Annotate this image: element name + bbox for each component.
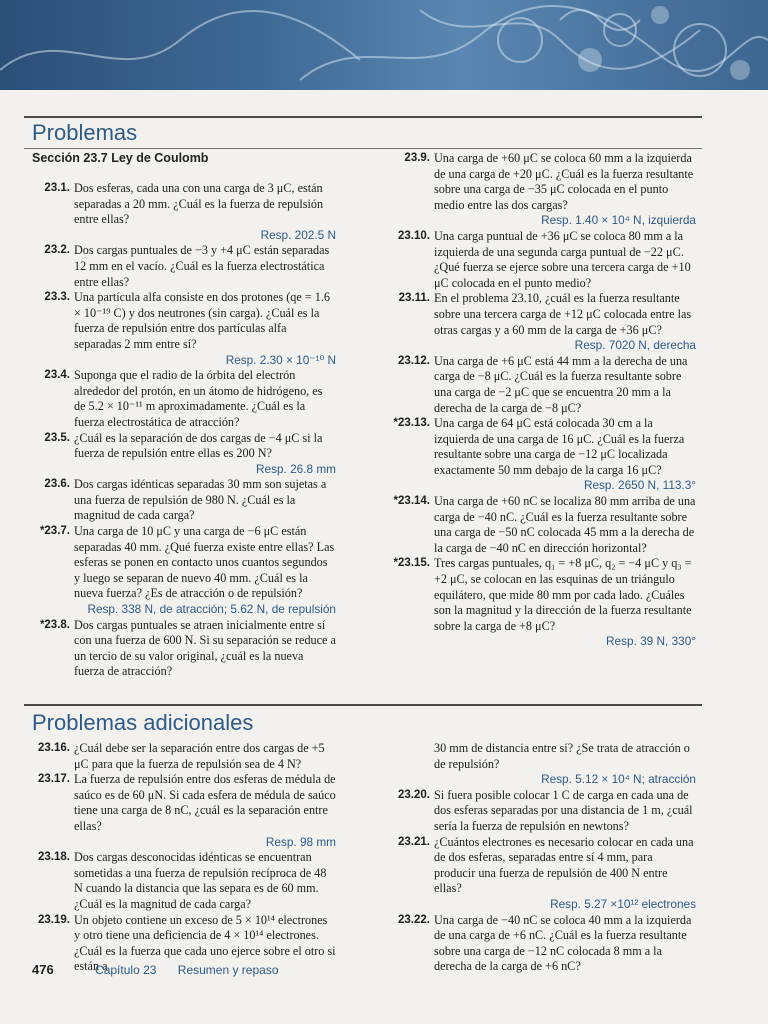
answer-text: Resp. 1.40 × 10⁴ N, izquierda bbox=[541, 213, 696, 228]
problem-number: 23.10. bbox=[398, 229, 430, 242]
section-label: Resumen y repaso bbox=[177, 963, 279, 977]
chapter-label: Capítulo 23 bbox=[95, 963, 157, 977]
problem-item bbox=[24, 181, 336, 243]
title-underline bbox=[24, 148, 702, 149]
problem-number: 23.5. bbox=[44, 431, 70, 444]
problem-number: *23.8. bbox=[39, 618, 70, 631]
problem-item bbox=[24, 477, 336, 524]
problem-text: Una carga de 64 μC está colocada 30 cm a la izquierda de una carga de 16 μC. ¿Cuál es la fuerza resultante sobre una carga de −12 μC localizada exactamente 50 mm debajo de la carga 16 μC? bbox=[434, 416, 685, 477]
problem-item bbox=[24, 431, 336, 478]
problem-item bbox=[24, 618, 336, 680]
additional-column-right bbox=[384, 741, 696, 975]
problem-text: Tres cargas puntuales, q₁ = +8 μC, q₂ = −4 μC y q₃ = +2 μC, se colocan en las esquinas de un triángulo equilátero, que mide 80 mm por cada lado. ¿Cuáles son la magnitud y la dirección de la fuerza resultante sobre la carga de +8 μC? bbox=[434, 556, 692, 633]
problem-item bbox=[384, 229, 696, 291]
problem-item bbox=[24, 368, 336, 430]
problem-text: Dos cargas puntuales de −3 y +4 μC están separadas 12 mm en el vacío. ¿Cuál es la fuerza electrostática entre ellas? bbox=[74, 243, 330, 289]
answer-text: Resp. 2.30 × 10⁻¹⁰ N bbox=[225, 352, 336, 367]
answer-text: Resp. 202.5 N bbox=[260, 227, 336, 242]
problem-text: ¿Cuántos electrones es necesario colocar en cada una de dos esferas, separadas entre sí 4 mm, para producir una fuerza de repulsión de 400 N entre ellas? bbox=[434, 834, 694, 896]
problem-item bbox=[24, 741, 336, 772]
problem-item bbox=[24, 243, 336, 290]
problem-number: *23.14. bbox=[393, 495, 430, 508]
additional-section-title: Problemas adicionales bbox=[32, 710, 254, 735]
problem-text: Una carga de +6 μC está 44 mm a la derecha de una carga de −8 μC. ¿Cuál es la fuerza resultante sobre una carga de −2 μC que se encuentra 20 mm a la derecha de la carga de −8 μC? bbox=[434, 353, 688, 415]
problem-text: Una carga de 10 μC y una carga de −6 μC están separadas 40 mm. ¿Qué fuerza existe entre ellas? Las esferas se ponen en contacto unos cuantos segundos y luego se separan de nuevo 40 mm. ¿Cuál es la nueva fuerza? ¿Es de atracción o de repulsión? bbox=[74, 524, 335, 601]
problem-item bbox=[24, 524, 336, 618]
problem-text: Dos cargas idénticas separadas 30 mm son sujetas a una fuerza de repulsión de 980 N. ¿Cuál es la magnitud de cada carga? bbox=[74, 477, 327, 523]
problem-text: Una carga de −40 nC se coloca 40 mm a la izquierda de una carga de +6 nC. ¿Cuál es la fuerza resultante sobre una carga de −12 nC colocada 8 mm a la derecha de la carga de +6 nC? bbox=[434, 912, 692, 974]
problem-text: Dos cargas desconocidas idénticas se encuentran sometidas a una fuerza de repulsión recíproca de 48 N cuando la distancia que las separa es de 60 mm. ¿Cuál es la magnitud de cada carga? bbox=[74, 850, 327, 911]
problem-text: Una carga de +60 nC se localiza 80 mm arriba de una carga de −40 nC. ¿Cuál es la fuerza resultante sobre una carga de −50 nC colocada 45 mm a la derecha de la carga de −40 nC en dirección horizontal? bbox=[434, 494, 696, 555]
problem-text: Una carga puntual de +36 μC se coloca 80 mm a la izquierda de una segunda carga puntual de −22 μC. ¿Qué fuerza se ejerce sobre una tercera carga de +10 μC colocada en el punto medio? bbox=[434, 228, 691, 290]
problem-item bbox=[384, 354, 696, 416]
decorative-banner bbox=[0, 0, 768, 90]
problem-item bbox=[384, 556, 696, 650]
problem-number: 23.20. bbox=[398, 788, 430, 801]
problem-number: 23.21. bbox=[398, 835, 430, 848]
problem-number: *23.7. bbox=[39, 525, 70, 538]
answer-text: Resp. 26.8 mm bbox=[256, 461, 336, 476]
problem-item bbox=[384, 913, 696, 975]
problem-item bbox=[24, 772, 336, 850]
problems-column-right bbox=[384, 151, 696, 650]
problems-column-left bbox=[24, 181, 336, 680]
problem-number: *23.15. bbox=[393, 557, 430, 570]
problem-number: 23.11. bbox=[398, 292, 430, 305]
swirl-pattern-icon bbox=[0, 0, 768, 90]
problem-text: Un objeto contiene un exceso de 5 × 10¹⁴ electrones y otro tiene una deficiencia de 4 × 10¹⁴ electrones. ¿Cuál es la fuerza que cada uno ejerce sobre el otro si están a bbox=[74, 912, 336, 974]
problem-text: La fuerza de repulsión entre dos esferas de médula de saúco es de 60 μN. Si cada esfera de médula de saúco tiene una carga de 8 nC, ¿cuál es la separación entre ellas? bbox=[74, 772, 336, 833]
problem-item bbox=[384, 416, 696, 494]
problem-number: 23.19. bbox=[38, 913, 70, 926]
problem-number: 23.12. bbox=[398, 354, 430, 367]
problem-text: 30 mm de distancia entre sí? ¿Se trata de atracción o de repulsión? bbox=[434, 741, 690, 771]
problem-number: 23.6. bbox=[44, 478, 70, 491]
answer-text: Resp. 98 mm bbox=[265, 834, 336, 849]
problem-text: Dos esferas, cada una con una carga de 3 μC, están separadas a 20 mm. ¿Cuál es la fuerza de repulsión entre ellas? bbox=[74, 181, 324, 227]
problem-item bbox=[384, 741, 696, 788]
problem-item bbox=[384, 788, 696, 835]
problem-number: 23.1. bbox=[44, 182, 70, 194]
section2-rule bbox=[24, 704, 702, 706]
problem-number: 23.3. bbox=[44, 291, 70, 304]
answer-text: Resp. 5.12 × 10⁴ N; atracción bbox=[541, 772, 696, 787]
problem-text: Suponga que el radio de la órbita del electrón alrededor del protón, en un átomo de hidrógeno, es de 5.2 × 10⁻¹¹ m aproximadamente. ¿Cuál es la fuerza electrostática de atracción? bbox=[74, 368, 323, 429]
answer-text: Resp. 2650 N, 113.3° bbox=[583, 478, 696, 493]
section-title: Problemas bbox=[32, 120, 138, 145]
problem-text: Una partícula alfa consiste en dos protones (qe = 1.6 × 10⁻¹⁹ C) y dos neutrones (sin carga). ¿Cuál es la fuerza de repulsión entre dos partículas alfa separadas 2 mm entre sí? bbox=[74, 290, 330, 351]
problem-item bbox=[24, 850, 336, 912]
problem-item bbox=[24, 290, 336, 368]
additional-column-left bbox=[24, 741, 336, 975]
problem-number: 23.18. bbox=[38, 851, 70, 864]
answer-text: Resp. 39 N, 330° bbox=[606, 634, 696, 649]
answer-text: Resp. 7020 N, derecha bbox=[574, 338, 696, 353]
answer-text: Resp. 338 N, de atracción; 5.62 N, de repulsión bbox=[87, 602, 336, 617]
page-footer bbox=[32, 962, 279, 977]
page-number: 476 bbox=[32, 962, 54, 977]
problem-number: *23.13. bbox=[393, 417, 430, 430]
problem-number: 23.9. bbox=[404, 152, 430, 164]
section-subtitle: Sección 23.7 Ley de Coulomb bbox=[32, 151, 209, 165]
problem-text: Una carga de +60 μC se coloca 60 mm a la izquierda de una carga de +20 μC. ¿Cuál es la fuerza resultante sobre una carga de −35 μC colocada en el punto medio entre las dos cargas? bbox=[434, 151, 694, 212]
problem-text: Si fuera posible colocar 1 C de carga en cada una de dos esferas separadas por una distancia de 1 m, ¿cuál sería la fuerza de repulsión en newtons? bbox=[434, 787, 693, 833]
problem-number: 23.17. bbox=[38, 773, 70, 786]
problem-item bbox=[384, 494, 696, 556]
problem-number: 23.4. bbox=[44, 369, 70, 382]
problem-number: 23.2. bbox=[44, 244, 70, 257]
answer-text: Resp. 5.27 ×10¹² electrones bbox=[550, 896, 696, 911]
problem-text: ¿Cuál debe ser la separación entre dos cargas de +5 μC para que la fuerza de repulsión sea de 4 N? bbox=[74, 741, 325, 771]
problem-text: Dos cargas puntuales se atraen inicialmente entre sí con una fuerza de 600 N. Si su separación se reduce a un tercio de su valor original, ¿cuál es la nueva fuerza de atracción? bbox=[74, 617, 336, 679]
problem-number: 23.22. bbox=[398, 913, 430, 926]
problem-item bbox=[384, 835, 696, 913]
top-rule bbox=[24, 116, 702, 118]
problem-text: ¿Cuál es la separación de dos cargas de −4 μC si la fuerza de repulsión entre ellas es 200 N? bbox=[74, 430, 323, 461]
problem-item bbox=[384, 151, 696, 229]
problem-text: En el problema 23.10, ¿cuál es la fuerza resultante sobre una tercera carga de +12 μC colocada entre las otras cargas y a 60 mm de la carga de +36 μC? bbox=[434, 291, 692, 337]
problem-number: 23.16. bbox=[38, 742, 70, 754]
problem-item bbox=[384, 291, 696, 353]
